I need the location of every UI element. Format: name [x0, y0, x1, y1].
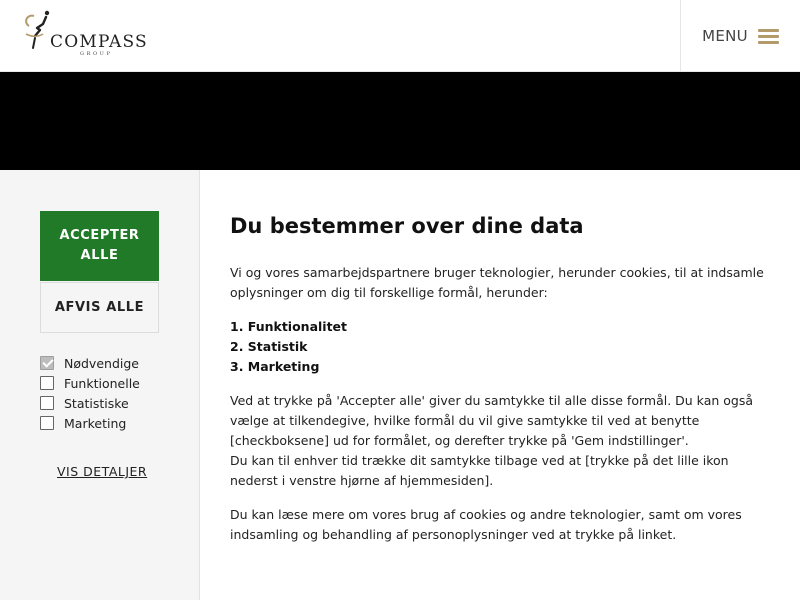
checkbox-functional-label[interactable]: Funktionelle	[64, 375, 140, 391]
withdraw-paragraph: Du kan til enhver tid trække dit samtykke tilbage ved at [trykke på det lille ikon nederst i venstre hjørne af hjemmesiden].	[230, 453, 729, 488]
checkbox-functional[interactable]	[40, 376, 54, 390]
consent-paragraph: Ved at trykke på 'Accepter alle' giver du samtykke til alle disse formål. Du kan også vælge at tilkendegive, hvilke formål du vil give samtykke til ved at benytte [checkboksene] ud for formålet, og derefter trykke på 'Gem indstillinger'.	[230, 393, 754, 448]
intro-paragraph: Vi og vores samarbejdspartnere bruger teknologier, herunder cookies, til at indsamle oplysninger om dig til forskellige formål, herunder:	[230, 265, 764, 300]
checkbox-statistics[interactable]	[40, 396, 54, 410]
hero-banner	[0, 72, 800, 170]
checkbox-statistics-row	[40, 393, 140, 413]
page-title: Du bestemmer over dine data	[230, 214, 584, 238]
purposes-list	[230, 317, 347, 377]
purpose-item: 2. Statistik	[230, 339, 308, 354]
logo-subtext: GROUP	[80, 51, 113, 57]
hamburger-icon	[758, 29, 779, 44]
checkbox-statistics-label[interactable]: Statistiske	[64, 395, 129, 411]
show-details-link[interactable]: VIS DETALJER	[57, 464, 148, 479]
checkbox-necessary-label: Nødvendige	[64, 355, 139, 371]
menu-label: MENU	[702, 27, 748, 45]
purpose-item: 1. Funktionalitet	[230, 319, 348, 334]
more-info-paragraph: Du kan læse mere om vores brug af cookies og andre teknologier, samt om vores indsamling og behandling af personoplysninger ved at trykke på linket.	[230, 507, 742, 542]
checkbox-necessary[interactable]	[40, 356, 54, 370]
logo-wordmark: COMPASS	[50, 32, 148, 52]
purpose-item: 3. Marketing	[230, 359, 320, 374]
consent-sidebar	[0, 170, 200, 600]
checkbox-marketing[interactable]	[40, 416, 54, 430]
consent-checkbox-list	[40, 353, 140, 433]
menu-button[interactable]	[680, 0, 800, 72]
checkbox-necessary-row	[40, 353, 140, 373]
checkbox-marketing-label[interactable]: Marketing	[64, 415, 127, 431]
accept-all-button[interactable]: ACCEPTER ALLE	[40, 211, 159, 281]
compass-logo[interactable]	[22, 6, 157, 62]
checkbox-marketing-row	[40, 413, 140, 433]
site-header	[0, 0, 800, 72]
checkbox-functional-row	[40, 373, 140, 393]
reject-all-button[interactable]: AFVIS ALLE	[40, 282, 159, 333]
